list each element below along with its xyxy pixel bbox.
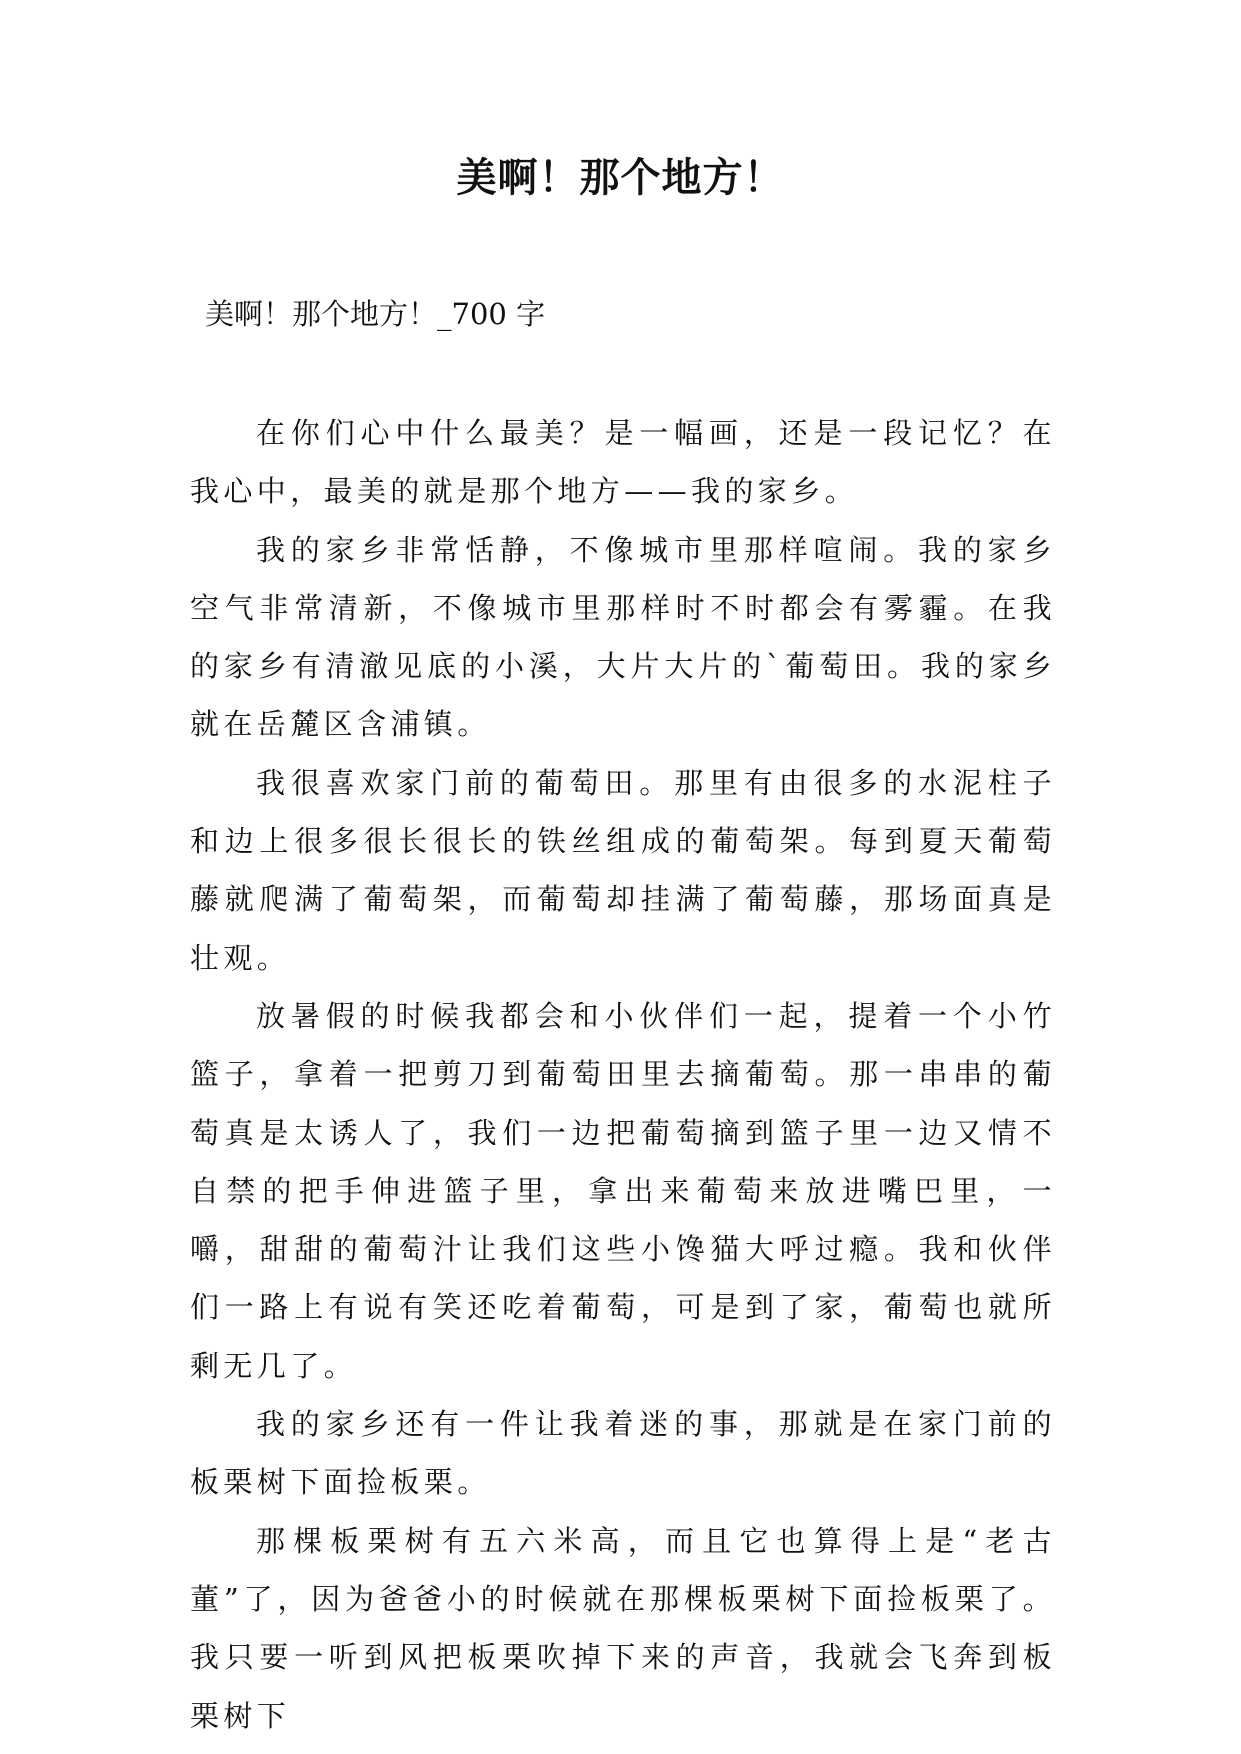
paragraph: 我很喜欢家门前的葡萄田。那里有由很多的水泥柱子和边上很多很长很长的铁丝组成的葡萄架。每到夏天葡萄藤就爬满了葡萄架，而葡萄却挂满了葡萄藤，那场面真是壮观。 bbox=[190, 765, 1056, 975]
paragraph: 我的家乡非常恬静，不像城市里那样喧闹。我的家乡空气非常清新，不像城市里那样时不时都会有雾霾。在我的家乡有清澈见底的小溪，大片大片的`葡萄田。我的家乡就在岳麓区含浦镇。 bbox=[190, 532, 1056, 742]
paragraph: 放暑假的时候我都会和小伙伴们一起，提着一个小竹篮子，拿着一把剪刀到葡萄田里去摘葡萄。那一串串的葡萄真是太诱人了，我们一边把葡萄摘到篮子里一边又情不自禁的把手伸进篮子里，拿出来葡萄来放进嘴巴里，一嚼，甜甜的葡萄汁让我们这些小馋猫大呼过瘾。我和伙伴们一路上有说有笑还吃着葡萄，可是到了家，葡萄也就所剩无几了。 bbox=[190, 998, 1056, 1383]
document-subtitle: 美啊！那个地方！_700 字 bbox=[205, 297, 546, 331]
paragraph: 那棵板栗树有五六米高，而且它也算得上是“老古董”了，因为爸爸小的时候就在那棵板栗树下面捡板栗了。我只要一听到风把板栗吹掉下来的声音，我就会飞奔到板栗树下 bbox=[190, 1523, 1056, 1733]
document-body bbox=[190, 404, 1056, 1745]
document-title: 美啊！那个地方！ bbox=[456, 154, 785, 201]
paragraph: 我的家乡还有一件让我着迷的事，那就是在家门前的板栗树下面捡板栗。 bbox=[190, 1407, 1056, 1500]
paragraph: 在你们心中什么最美？是一幅画，还是一段记忆？在我心中，最美的就是那个地方——我的家乡。 bbox=[190, 416, 1056, 509]
